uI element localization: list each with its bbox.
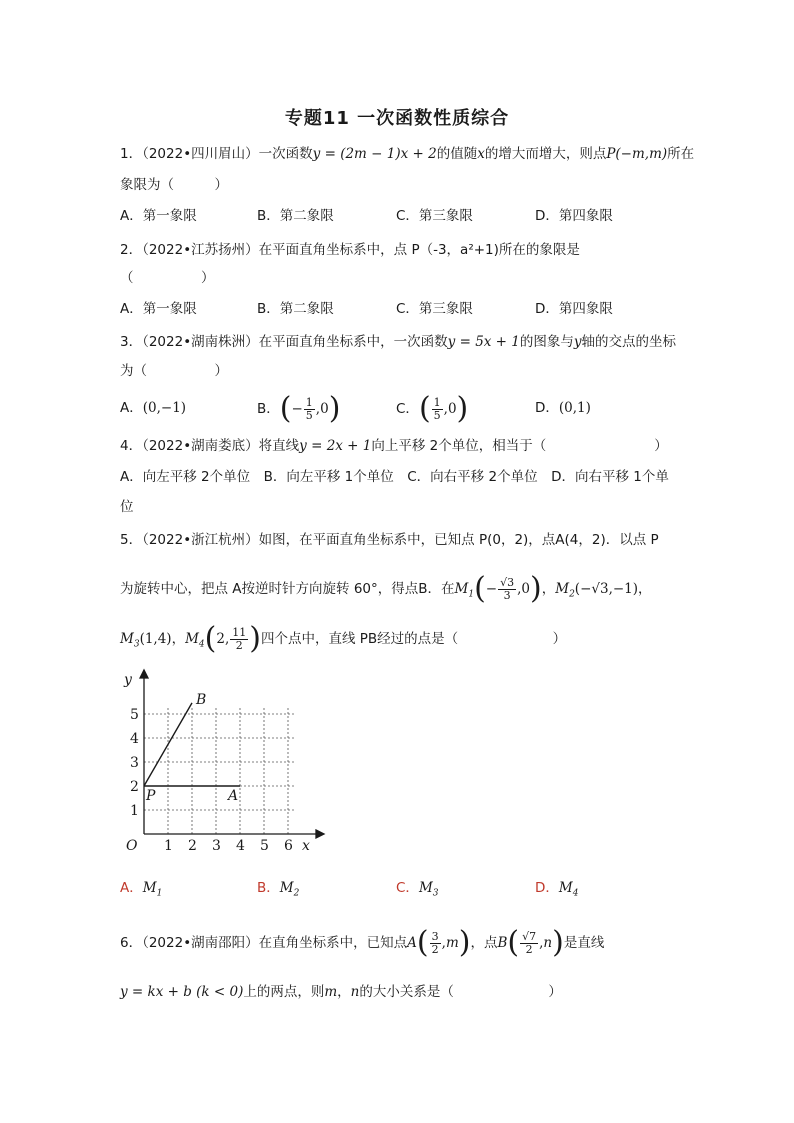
question-5-line-3: $M_3(1,4)$，$M_4(2$, $\frac{11}{2}$ )四个点中，直线 PB经过的点是（ ） [120, 621, 567, 656]
x-axis-label: x [302, 838, 310, 854]
x-tick-label: 2 [188, 838, 197, 854]
q4-equation: y = 2x + 1 [299, 438, 372, 454]
x-tick-label: 4 [236, 838, 245, 854]
question-1-line-2: 象限为（ ） [120, 177, 228, 193]
q5-option-d-label: D． [535, 880, 559, 896]
q5-option-b-label: B． [257, 880, 280, 896]
graph-grid [144, 708, 294, 834]
q3-option-c[interactable]: C．( $\frac{1}{5}$ ,0) [396, 391, 469, 426]
y-tick-label: 3 [130, 755, 139, 771]
q3-suffix: 轴的交点的坐标 [581, 334, 677, 350]
q2-option-b[interactable]: B．第二象限 [257, 301, 334, 317]
point-p-label: P [146, 788, 156, 804]
q5-m1-fraction: $\frac{√3}{3}$ [500, 575, 515, 602]
q3-equation: y = 5x + 1 [447, 334, 520, 350]
q6-a-fraction: $\frac{3}{2}$ [431, 929, 439, 956]
q6-line2-end: 的大小关系是（ ） [359, 984, 562, 1000]
x-axis-arrow [316, 830, 324, 838]
x-tick-label: 5 [260, 838, 269, 854]
q1-option-a[interactable]: A．第一象限 [120, 208, 197, 224]
page-title: 专题11 一次函数性质综合 [284, 108, 510, 129]
x-tick-label: 3 [212, 838, 221, 854]
q3-option-d[interactable] [535, 398, 591, 418]
question-6-line-2: y = kx + b (k < 0)上的两点，则m，n的大小关系是（ ） [120, 984, 562, 1000]
q1-equation: y = (2m − 1)x + 2 [312, 146, 437, 162]
q6-equation: y = kx + b (k < 0) [120, 984, 244, 1000]
q3-option-d-label: D． [535, 400, 559, 416]
graph-tick-labels [130, 707, 293, 854]
y-axis-arrow [140, 670, 148, 678]
question-5-line-1: 5．（2022•浙江杭州）如图，在平面直角坐标系中，已知点 P(0，2)，点A(4，2)．以点 P [120, 532, 659, 548]
point-a-label: A [228, 788, 239, 804]
q3-mid: 的图象与 [519, 334, 574, 350]
q6-var-n: n [350, 984, 360, 1000]
question-5-line-2: 为旋转中心，把点 A按逆时针方向旋转 60°，得点B．在$M_1(-$ $\frac{√3}{3}$ ,0)，$M_2(-√3,-1)$， [120, 571, 652, 606]
q1-suffix: 所在 [667, 146, 695, 162]
q1-mid2: 的增大而增大，则点 [484, 146, 607, 162]
q1-prefix: 1．（2022•四川眉山）一次函数 [120, 146, 313, 162]
q6-b-fraction: $\frac{√7}{2}$ [522, 929, 537, 956]
q5-option-c[interactable]: C．$M_3$ [396, 880, 439, 899]
x-tick-label: 1 [164, 838, 173, 854]
question-4-line-1 [120, 436, 668, 456]
q1-point: P(−m,m) [606, 146, 668, 162]
q3-option-a-label: A． [120, 400, 143, 416]
y-tick-label: 2 [130, 779, 139, 795]
y-axis-label: y [124, 672, 132, 688]
q1-option-b[interactable]: B．第二象限 [257, 208, 334, 224]
y-tick-label: 1 [130, 803, 139, 819]
q3-option-b-label: B． [257, 401, 280, 417]
question-3-line-2: 为（ ） [120, 363, 228, 379]
question-3-line-1 [120, 332, 676, 352]
q5-m3: $M_3$ [120, 631, 140, 650]
q4-suffix: 向上平移 2个单位，相当于（ ） [371, 438, 668, 454]
q5-option-d[interactable]: D．$M_4$ [535, 880, 579, 899]
q1-var: x [477, 146, 485, 162]
x-tick-label: 6 [284, 838, 293, 854]
q3-option-a-value: (0,−1) [142, 400, 187, 416]
q3-option-c-fraction: $\frac{1}{5}$ [433, 395, 441, 422]
q5-option-c-label: C． [396, 880, 419, 896]
question-1-line-1 [120, 144, 694, 164]
y-tick-label: 5 [130, 707, 139, 723]
q5-m3-value: (1,4) [139, 631, 172, 647]
origin-label: O [126, 838, 138, 854]
point-b-label: B [196, 692, 207, 708]
q1-mid: 的值随 [436, 146, 478, 162]
q5-option-a-label: A． [120, 880, 143, 896]
q2-option-d[interactable]: D．第四象限 [535, 301, 613, 317]
q3-option-b[interactable]: B．(− $\frac{1}{5}$ ,0) [257, 391, 341, 426]
q5-m4: $M_4$ [185, 631, 205, 650]
q3-var: y [573, 334, 582, 350]
q5-option-a[interactable]: A．$M_1$ [120, 880, 163, 899]
q5-m2-value: (−√3,−1) [574, 581, 639, 597]
coordinate-graph [118, 666, 328, 856]
question-2-line-2: （ ） [120, 270, 215, 286]
q1-option-c[interactable]: C．第三象限 [396, 208, 473, 224]
question-2-line-1: 2．（2022•江苏扬州）在平面直角坐标系中，点 P（-3，a²+1)所在的象限是 [120, 242, 580, 258]
q4-prefix: 4．（2022•湖南娄底）将直线 [120, 438, 300, 454]
q2-option-c[interactable]: C．第三象限 [396, 301, 473, 317]
q1-option-d[interactable]: D．第四象限 [535, 208, 613, 224]
q4-options[interactable]: A．向左平移 2个单位 B．向左平移 1个单位 C．向右平移 2个单位 D．向右平移 1个单 [120, 469, 669, 485]
q6-mid: ，点 [470, 935, 498, 951]
q4-options-wrap: 位 [120, 499, 134, 515]
q6-line2-suffix: 上的两点，则 [243, 984, 325, 1000]
question-6-line-1: 6．（2022•湖南邵阳）在直角坐标系中，已知点A( $\frac{3}{2}$ ,m)，点B( $\frac{√7}{2}$ ,n)是直线 [120, 925, 605, 960]
y-tick-label: 4 [130, 731, 139, 747]
q6-var-m: m [324, 984, 338, 1000]
q5-m2: $M_2$ [555, 581, 575, 600]
q3-option-d-value: (0,1) [558, 400, 591, 416]
q5-option-b[interactable]: B．$M_2$ [257, 880, 300, 899]
q3-prefix: 3．（2022•湖南株洲）在平面直角坐标系中，一次函数 [120, 334, 448, 350]
q5-line3-suffix: 四个点中，直线 PB经过的点是（ ） [260, 631, 567, 647]
q2-option-a[interactable]: A．第一象限 [120, 301, 197, 317]
q5-m1: $M_1$ [454, 581, 475, 600]
q3-option-a[interactable] [120, 398, 186, 418]
q3-option-c-label: C． [396, 401, 419, 417]
q3-option-b-fraction: $\frac{1}{5}$ [305, 395, 313, 422]
q6-suffix: 是直线 [563, 935, 605, 951]
q5-m4-fraction: $\frac{11}{2}$ [232, 625, 247, 652]
q5-line2-prefix: 为旋转中心，把点 A按逆时针方向旋转 60°，得点B．在 [120, 581, 455, 597]
q6-prefix: 6．（2022•湖南邵阳）在直角坐标系中，已知点 [120, 935, 408, 951]
